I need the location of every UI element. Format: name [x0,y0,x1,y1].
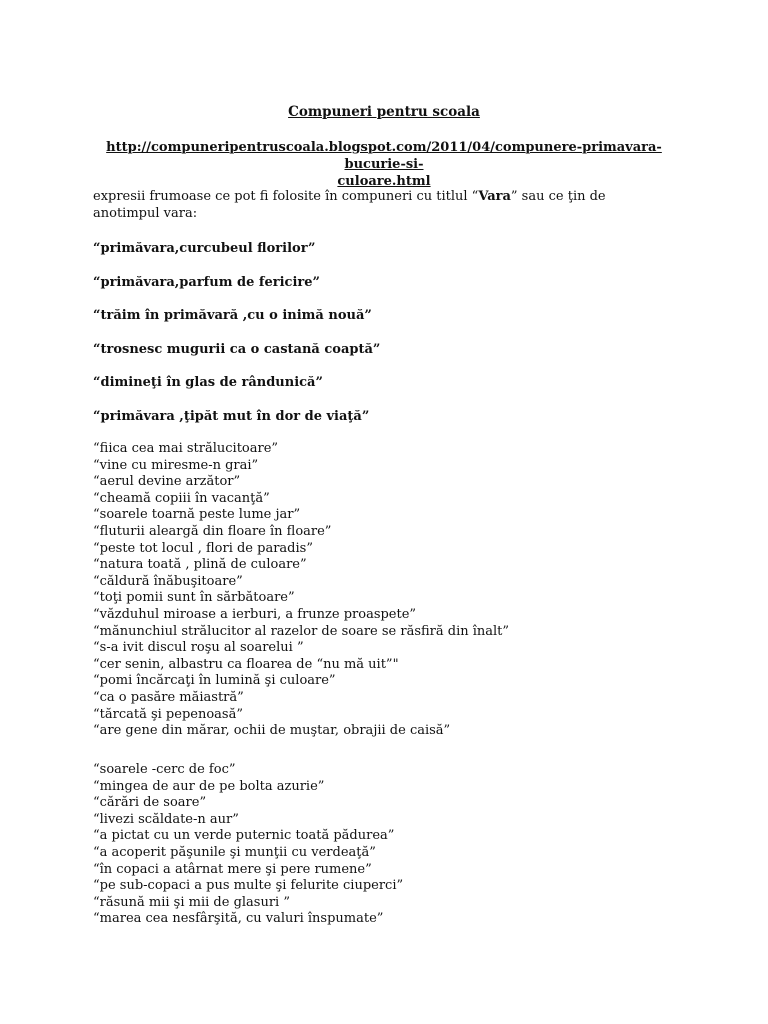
phrase-item: “are gene din mărar, ochii de muştar, obrajii de caisă” [93,723,451,739]
phrase-item: “natura toată , plină de culoare” [93,557,307,573]
phrase-item: “pomi încărcaţi în lumină şi culoare” [93,673,336,689]
intro-text-end: ” sau ce ţin de anotimpul vara: [93,189,606,221]
phrase-item: “văzduhul miroase a ierburi, a frunze proaspete” [93,606,417,622]
phrase-item: “peste tot locul , flori de paradis” [93,540,313,556]
phrase-item: “mingea de aur de pe bolta azurie” [93,778,325,794]
phrase-item: “fiica cea mai strălucitoare” [93,441,279,456]
phrase-item: “a pictat cu un verde puternic toată pădurea” [93,828,395,844]
phrase-item: “pe sub-copaci a pus multe şi felurite ciuperci” [93,878,404,894]
phrase-item: “mănunchiul strălucitor al razelor de soare se răsfiră din înalt” [93,623,510,639]
bold-phrase: “primăvara,parfum de fericire” [93,274,320,290]
phrase-item: “vine cu miresme-n grai” [93,457,259,473]
phrase-item: “fluturii aleargă din floare în floare” [93,523,332,539]
bold-phrase: “primăvara ,ţipăt mut în dor de viaţă” [93,408,370,424]
source-url[interactable] [90,139,678,190]
phrase-item: “s-a ivit discul roşu al soarelui ” [93,640,304,656]
bold-phrase: “dimineţi în glas de rândunică” [93,375,323,390]
phrase-item: “soarele -cerc de foc” [93,762,236,777]
phrase-item: “ca o pasăre măiastră” [93,689,244,705]
bold-phrase-list [93,240,693,441]
phrase-item: “toţi pomii sunt în sărbătoare” [93,590,295,606]
phrase-list-1 [93,441,693,740]
phrase-item: “cheamă copiii în vacanţă” [93,490,270,506]
bold-phrase: “primăvara,curcubeul florilor” [93,241,316,256]
document-title: Compuneri pentru scoala [288,104,480,120]
phrase-item: “soarele toarnă peste lume jar” [93,507,301,523]
phrase-item: “aerul devine arzător” [93,474,241,490]
phrase-item: “cer senin, albastru ca floarea de “nu mă uit”" [93,656,399,672]
bold-phrase: “trăim în primăvară ,cu o inimă nouă” [93,308,372,323]
phrase-item: “în copaci a atârnat mere şi pere rumene” [93,861,372,877]
source-url-line-1[interactable]: http://compuneripentruscoala.blogspot.com/2011/04/compunere-primavara-bucurie-si- [106,140,662,172]
phrase-item: “tărcată şi pepenoasă” [93,706,243,722]
intro-bold-word: Vara [478,189,511,204]
phrase-item: “a acoperit păşunile şi munţii cu verdeaţă” [93,844,376,860]
bold-phrase: “trosnesc mugurii ca o castană coaptă” [93,341,381,357]
phrase-item: “căldură înăbuşitoare” [93,573,243,589]
phrase-item: “livezi scăldate-n aur” [93,811,239,827]
intro-paragraph [93,188,673,222]
phrase-item: “răsună mii şi mii de glasuri ” [93,894,290,910]
phrase-list-2 [93,762,693,928]
source-url-line-2[interactable]: culoare.html [337,174,431,189]
phrase-item: “marea cea nesfârşită, cu valuri înspumate” [93,911,384,927]
intro-text-start: expresii frumoase ce pot fi folosite în compuneri cu titlul “ [93,189,479,204]
phrase-item: “cărări de soare” [93,795,207,811]
